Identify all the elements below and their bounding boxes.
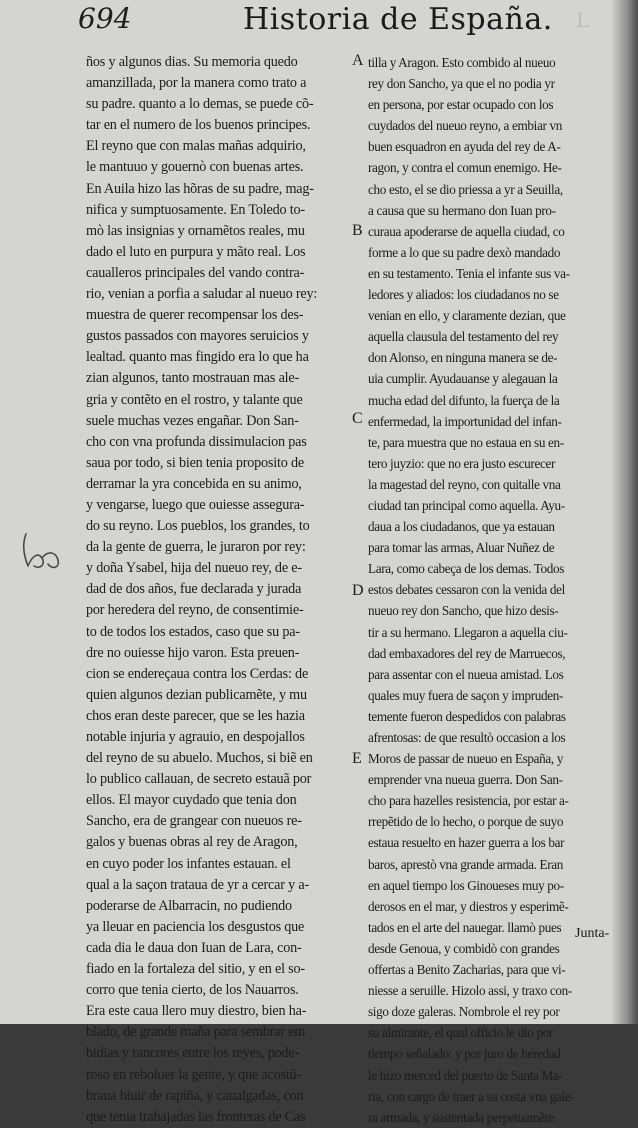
text-line: cuydados del nueuo reyno, a embiar vn xyxy=(368,118,562,134)
text-line: cho para hazelles resistencia, por estar a- xyxy=(368,793,569,809)
text-line: ciudad tan principal como aquella. Ayu- xyxy=(368,497,565,513)
text-line: niesse a seruille. Hizolo assi, y traxo con- xyxy=(368,983,572,999)
text-line: Moros de passar de nueuo en España, y xyxy=(368,751,564,767)
text-line: El reyno que con malas mañas adquirio, xyxy=(86,138,306,155)
text-line: tar en el numero de los buenos principes. xyxy=(86,117,311,134)
text-line: para assentar con el nueua amistad. Los xyxy=(368,666,564,682)
text-line: saua por todo, si bien tenia proposito de xyxy=(86,454,304,471)
right-text-column xyxy=(368,52,612,1128)
text-line: venian en ello, y claramente dezian, que xyxy=(368,308,566,324)
text-line: su almirante, el qual officio le dio por xyxy=(368,1025,553,1041)
text-line: dre no ouiesse hijo varon. Esta preuen- xyxy=(86,644,300,661)
bleed-through-text: L xyxy=(576,8,591,32)
section-marker-a: A xyxy=(352,52,364,69)
text-line: nifica y sumptuosamente. En Toledo to- xyxy=(86,201,305,218)
text-line: don Alonso, en ninguna manera se de- xyxy=(368,350,558,366)
text-line: caualleros principales del vando contra- xyxy=(86,264,305,281)
text-line: chos eran deste parecer, que se les hazia xyxy=(86,707,305,724)
text-line: del reyno de su abuelo. Muchos, si biẽ en xyxy=(86,750,313,767)
text-line: galos y buenas obras al rey de Aragon, xyxy=(86,834,298,851)
text-line: roso en reboluer la gente, y que acostũ- xyxy=(86,1066,301,1083)
text-line: poderarse de Albarracin, no pudiendo xyxy=(86,897,292,914)
text-line: dado el luto en purpura y mãto real. Los xyxy=(86,243,306,260)
text-line: en aquel tiempo los Ginoueses muy po- xyxy=(368,877,564,893)
text-line: ria, con cargo de traer a su costa vna gale- xyxy=(368,1088,575,1104)
text-line: fiado en la fortaleza del sitio, y en el so- xyxy=(86,961,305,978)
text-line: que tenia trabajadas las fronteras de Cas xyxy=(86,1108,306,1125)
text-line: ya lleuar en paciencia los desgustos que xyxy=(86,918,305,935)
text-line: rrepẽtido de lo hecho, o porque de suyo xyxy=(368,814,564,830)
text-line: cada dia le daua don Iuan de Lara, con- xyxy=(86,939,302,956)
text-line: zian algunos, tanto mostrauan mas ale- xyxy=(86,370,300,387)
text-line: buen esquadron en ayuda del rey de A- xyxy=(368,139,561,155)
text-line: gria y contẽto en el rostro, y talante que xyxy=(86,391,303,408)
text-line: braua biuir de rapiña, y caualgadas, con xyxy=(86,1087,304,1104)
text-line: curaua apoderarse de aquella ciudad, co xyxy=(368,223,565,239)
text-line: quien algunos dezian publicamẽte, y mu xyxy=(86,686,307,703)
text-line: offertas a Benito Zacharias, para que vi- xyxy=(368,962,566,978)
section-marker-b: B xyxy=(352,222,363,239)
text-line: suele muchas vezes engañar. Don San- xyxy=(86,412,299,429)
text-line: gustos passados con mayores seruicios y xyxy=(86,328,309,345)
text-line: te, para muestra que no estaua en su en- xyxy=(368,434,564,450)
text-line: blado, de grande maña para sembrar em xyxy=(86,1024,306,1041)
text-line: amanzillada, por la manera como trato a xyxy=(86,75,307,92)
text-line: emprender vna nueua guerra. Don San- xyxy=(368,772,563,788)
text-line: estaua resuelto en hazer guerra a los bar xyxy=(368,835,565,851)
text-line: dad embaxadores del rey de Marruecos, xyxy=(368,645,566,661)
text-line: daua a los ciudadanos, que ya estauan xyxy=(368,519,555,535)
text-line: tilla y Aragon. Esto combido al nueuo xyxy=(368,55,556,70)
text-line: quales muy fuera de saçon y impruden- xyxy=(368,687,564,703)
text-line: estos debates cessaron con la venida del xyxy=(368,582,565,598)
text-line: le mantuuo y gouernò con buenas artes. xyxy=(86,159,304,176)
text-line: nueuo rey don Sancho, que hizo desis- xyxy=(368,603,559,619)
text-line: En Auila hizo las hõras de su padre, mag- xyxy=(86,180,314,197)
page-header xyxy=(78,0,618,50)
text-line: derosos en el mar, y diestros y esperimẽ- xyxy=(368,898,569,914)
text-line: bidias y rancores entre los reyes, pode- xyxy=(86,1045,300,1062)
page-edge-shadow xyxy=(612,0,638,1024)
text-line: baros, aprestò vna grande armada. Eran xyxy=(368,856,564,872)
text-line: forme a lo que su padre dexò mandado xyxy=(368,244,561,260)
text-line: tero juyzio: que no era justo escurecer xyxy=(368,455,556,471)
text-line: tados en el arte del nauegar. llamò pues xyxy=(368,919,562,935)
text-line: por heredera del reyno, de consentimie- xyxy=(86,602,304,619)
text-line: qual a la saçon trataua de yr a cercar y a- xyxy=(86,876,309,893)
text-line: lealtad. quanto mas fingido era lo que ha xyxy=(86,349,309,366)
text-line: y doña Ysabel, hija del nueuo rey, de e- xyxy=(86,560,302,577)
text-line: do su reyno. Los pueblos, los grandes, to xyxy=(86,518,310,535)
text-line: Sancho, era de grangear con nueuos re- xyxy=(86,813,302,830)
text-line: en persona, por estar ocupado con los xyxy=(368,97,554,113)
text-line: sigo doze galeras. Nombrole el rey por xyxy=(368,1004,560,1020)
text-line: muestra de querer recompensar los des- xyxy=(86,307,304,324)
left-text-column xyxy=(86,52,350,1128)
text-line: aquella clausula del testamento del rey xyxy=(368,329,559,345)
text-line: la magestad del reyno, con quitalle vna xyxy=(368,476,561,492)
text-line: da la gente de guerra, le juraron por rey: xyxy=(86,539,306,556)
text-line: ragon, y contra el comun enemigo. He- xyxy=(368,160,562,176)
text-line: uia cumplir. Ayudauanse y alegauan la xyxy=(368,371,558,387)
section-marker-d: D xyxy=(352,582,364,599)
text-line: cho con vna profunda dissimulacion pas xyxy=(86,433,307,450)
text-line: dad de dos años, fue declarada y jurada xyxy=(86,581,302,598)
text-line: en cuyo poder los infantes estauan. el xyxy=(86,855,291,872)
text-line: para tomar las armas, Aluar Nuñez de xyxy=(368,540,555,556)
section-marker-c: C xyxy=(352,410,363,427)
catchword: Junta- xyxy=(575,926,610,941)
text-line: cho esto, el se dio priessa a yr a Seuilla, xyxy=(368,181,563,197)
text-line: lo publico callauan, de secreto estauã por xyxy=(86,771,312,788)
text-line: Lara, como cabeça de los demas. Todos xyxy=(368,561,565,577)
text-line: Era este caua llero muy diestro, bien ha- xyxy=(86,1003,307,1020)
text-line: a causa que su hermano don Iuan pro- xyxy=(368,202,556,218)
text-line: cion se endereçaua contra los Cerdas: de xyxy=(86,665,309,682)
text-line: rio, venian a porfia a saludar al nueuo rey: xyxy=(86,286,318,303)
section-marker-e: E xyxy=(352,750,362,767)
text-line: tiempo señalado: y por juro de heredad xyxy=(368,1046,561,1062)
handwritten-margin-mark xyxy=(18,530,64,574)
text-line: afrentosas: de que resultò occasion a los xyxy=(368,730,566,745)
text-line: rey don Sancho, ya que el no podia yr xyxy=(368,76,555,92)
text-line: desde Genoua, y combidò con grandes xyxy=(368,940,560,956)
text-line: corro que tenia cierto, de los Nauarros. xyxy=(86,982,299,999)
text-line: en su testamento. Tenia el infante sus va- xyxy=(368,265,570,281)
text-line: temente fueron despedidos con palabras xyxy=(368,708,566,724)
text-line: to de todos los estados, caso que su pa- xyxy=(86,623,300,640)
text-line: enfermedad, la importunidad del infan- xyxy=(368,413,562,429)
text-line: tir a su hermano. Llegaron a aquella ciu- xyxy=(368,624,568,640)
text-line: mò las insignias y ornamẽtos reales, mu xyxy=(86,222,305,239)
text-line: notable injuria y agrauio, en despojallos xyxy=(86,729,305,745)
text-line: ledores y aliados: los ciudadanos no se xyxy=(368,287,559,303)
text-line: derramar la yra concebida en su animo, xyxy=(86,475,302,492)
page-number: 694 xyxy=(78,2,132,35)
text-line: ellos. El mayor cuydado que tenia don xyxy=(86,792,297,809)
text-line: ra armada, y sustentada perpetuamẽte. xyxy=(368,1109,557,1125)
text-line: su padre. quanto a lo demas, se puede cõ- xyxy=(86,96,314,113)
running-title: Historia de España. xyxy=(243,2,553,37)
text-line: ños y algunos dias. Su memoria quedo xyxy=(86,54,298,70)
text-line: y vengarse, luego que ouiesse assegura- xyxy=(86,496,305,513)
text-line: mucha edad del difunto, la fuerça de la xyxy=(368,392,560,408)
text-line: le hizo merced del puerto de Santa Ma- xyxy=(368,1067,563,1083)
